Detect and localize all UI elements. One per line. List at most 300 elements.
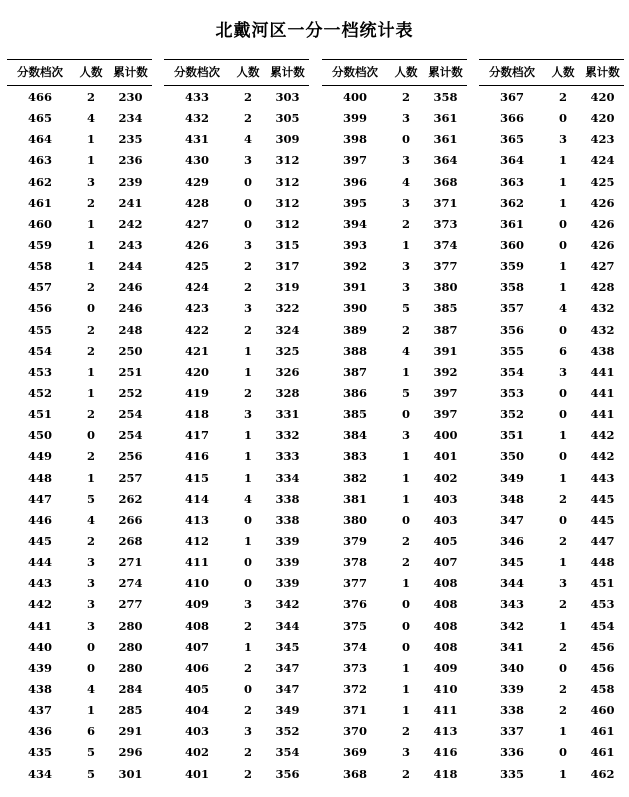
cumulative-cell: 266 [118,512,143,527]
count-cell: 1 [401,470,410,485]
count-cell: 3 [558,364,567,379]
table-row [164,235,309,256]
table-row [164,129,309,150]
count-cell: 1 [86,216,95,231]
table-row [164,298,309,319]
count-cell: 1 [243,470,252,485]
table-row [322,425,467,446]
table-row [164,108,309,129]
cumulative-cell: 413 [433,724,458,739]
score-cell: 438 [27,681,52,696]
table-row [322,404,467,425]
table-row [164,362,309,383]
table-row [322,594,467,615]
score-cell: 464 [27,132,52,147]
count-cell: 1 [401,681,410,696]
count-cell: 1 [401,449,410,464]
table-row [322,658,467,679]
table-row [322,214,467,235]
score-cell: 414 [184,491,209,506]
cumulative-cell: 368 [433,174,458,189]
score-cell: 368 [342,766,367,781]
table-row [7,87,152,108]
cumulative-cell: 268 [118,533,143,548]
table-row [322,298,467,319]
cumulative-cell: 445 [590,512,615,527]
table-row [164,510,309,531]
cumulative-cell: 271 [118,555,143,570]
score-cell: 364 [499,153,524,168]
score-cell: 424 [184,280,209,295]
score-cell: 397 [342,153,367,168]
cumulative-cell: 409 [433,660,458,675]
cumulative-cell: 374 [433,237,458,252]
count-cell: 3 [401,280,410,295]
table-row [322,129,467,150]
cumulative-cell: 246 [118,280,143,295]
cumulative-cell: 254 [118,428,143,443]
score-cell: 369 [342,745,367,760]
cumulative-cell: 428 [590,280,615,295]
cumulative-cell: 344 [275,618,300,633]
cumulative-cell: 373 [433,216,458,231]
count-cell: 0 [558,237,567,252]
cumulative-cell: 408 [433,597,458,612]
score-cell: 335 [499,766,524,781]
table-row [7,150,152,171]
cumulative-cell: 462 [590,766,615,781]
cumulative-cell: 420 [590,111,615,126]
count-cell: 3 [401,111,410,126]
table-row [7,298,152,319]
count-cell: 1 [86,364,95,379]
score-cell: 381 [342,491,367,506]
table-row [7,446,152,467]
cumulative-cell: 285 [118,703,143,718]
table-row [7,679,152,700]
count-cell: 0 [86,639,95,654]
score-cell: 400 [342,90,367,104]
count-cell: 0 [86,428,95,443]
cumulative-cell: 453 [590,597,615,612]
table-row [322,616,467,637]
score-cell: 340 [499,660,524,675]
count-cell: 3 [401,195,410,210]
count-cell: 1 [86,470,95,485]
cumulative-cell: 397 [433,407,458,422]
cumulative-cell: 305 [275,111,300,126]
score-cell: 425 [184,259,209,274]
count-cell: 3 [243,407,252,422]
count-cell: 3 [243,153,252,168]
cumulative-cell: 338 [275,512,300,527]
score-cell: 462 [27,174,52,189]
count-cell: 0 [401,597,410,612]
header-score: 分数档次 [332,65,378,79]
cumulative-cell: 423 [590,132,615,147]
table-row [479,214,624,235]
count-cell: 0 [558,407,567,422]
cumulative-cell: 309 [275,132,300,147]
count-cell: 1 [558,428,567,443]
table-row [322,277,467,298]
table-block-4 [479,58,624,796]
count-cell: 0 [243,216,252,231]
count-cell: 0 [558,449,567,464]
cumulative-cell: 407 [433,555,458,570]
cumulative-cell: 448 [590,555,615,570]
cumulative-cell: 426 [590,216,615,231]
cumulative-cell: 254 [118,407,143,422]
score-cell: 430 [184,153,209,168]
table-row [322,87,467,108]
score-cell: 409 [184,597,209,612]
cumulative-cell: 339 [275,555,300,570]
table-row [479,616,624,637]
cumulative-cell: 280 [118,660,143,675]
score-cell: 408 [184,618,209,633]
count-cell: 1 [558,259,567,274]
table-row [164,341,309,362]
count-cell: 1 [401,576,410,591]
table-body [7,87,152,785]
score-cell: 348 [499,491,524,506]
count-cell: 0 [401,132,410,147]
score-cell: 344 [499,576,524,591]
count-cell: 0 [243,512,252,527]
cumulative-cell: 461 [590,745,615,760]
cumulative-cell: 250 [118,343,143,358]
count-cell: 1 [86,259,95,274]
table-row [479,700,624,721]
cumulative-cell: 303 [275,90,300,104]
cumulative-cell: 326 [275,364,300,379]
count-cell: 3 [558,576,567,591]
score-cell: 448 [27,470,52,485]
table-row [7,510,152,531]
count-cell: 1 [401,491,410,506]
count-cell: 2 [86,407,95,422]
table-row [479,446,624,467]
cumulative-cell: 361 [433,132,458,147]
score-cell: 426 [184,237,209,252]
table-row [164,489,309,510]
cumulative-cell: 385 [433,301,458,316]
score-cell: 422 [184,322,209,337]
cumulative-cell: 296 [118,745,143,760]
cumulative-cell: 442 [590,449,615,464]
score-cell: 461 [27,195,52,210]
score-cell: 338 [499,703,524,718]
table-row [322,468,467,489]
count-cell: 0 [401,407,410,422]
cumulative-cell: 312 [275,153,300,168]
table-row [7,277,152,298]
table-row [322,383,467,404]
table-row [479,468,624,489]
score-cell: 341 [499,639,524,654]
score-cell: 411 [184,555,209,570]
table-row [164,742,309,763]
count-cell: 0 [558,385,567,400]
table-row [479,425,624,446]
score-cell: 445 [27,533,52,548]
table-row [7,552,152,573]
score-cell: 396 [342,174,367,189]
count-cell: 1 [401,237,410,252]
score-cell: 386 [342,385,367,400]
score-cell: 347 [499,512,524,527]
score-cell: 449 [27,449,52,464]
cumulative-cell: 328 [275,385,300,400]
score-cell: 456 [27,301,52,316]
score-cell: 382 [342,470,367,485]
table-row [322,637,467,658]
score-cell: 435 [27,745,52,760]
cumulative-cell: 364 [433,153,458,168]
table-row [322,256,467,277]
score-cell: 466 [27,90,52,104]
table-row [479,341,624,362]
table-row [479,383,624,404]
table-row [7,129,152,150]
score-cell: 433 [184,90,209,104]
score-cell: 373 [342,660,367,675]
table-row [479,277,624,298]
header-rule [322,85,467,86]
count-cell: 2 [243,703,252,718]
count-cell: 0 [558,216,567,231]
table-row [479,108,624,129]
score-cell: 447 [27,491,52,506]
header-rule [479,85,624,86]
cumulative-cell: 291 [118,724,143,739]
cumulative-cell: 460 [590,703,615,718]
score-cell: 359 [499,259,524,274]
table-row [164,256,309,277]
cumulative-cell: 418 [433,766,458,781]
table-row [322,700,467,721]
score-cell: 413 [184,512,209,527]
count-cell: 2 [243,111,252,126]
table-row [322,489,467,510]
cumulative-cell: 438 [590,343,615,358]
table-row [7,531,152,552]
cumulative-cell: 333 [275,449,300,464]
score-cell: 407 [184,639,209,654]
count-cell: 5 [86,745,95,760]
count-cell: 1 [86,385,95,400]
cumulative-cell: 257 [118,470,143,485]
count-cell: 2 [86,533,95,548]
count-cell: 3 [243,724,252,739]
count-cell: 3 [401,259,410,274]
score-cell: 416 [184,449,209,464]
score-cell: 346 [499,533,524,548]
table-row [164,679,309,700]
count-cell: 2 [243,280,252,295]
cumulative-cell: 420 [590,90,615,104]
cumulative-cell: 401 [433,449,458,464]
score-cell: 356 [499,322,524,337]
score-cell: 455 [27,322,52,337]
score-cell: 436 [27,724,52,739]
score-cell: 434 [27,766,52,781]
count-cell: 5 [401,385,410,400]
count-cell: 3 [86,555,95,570]
cumulative-cell: 408 [433,576,458,591]
table-row [164,573,309,594]
header-count: 人数 [236,65,260,79]
table-row [164,552,309,573]
count-cell: 0 [558,660,567,675]
table-row [479,679,624,700]
table-row [164,594,309,615]
count-cell: 2 [243,766,252,781]
score-cell: 401 [184,766,209,781]
score-cell: 352 [499,407,524,422]
score-cell: 372 [342,681,367,696]
table-body [322,87,467,785]
table-row [322,764,467,785]
cumulative-cell: 391 [433,343,458,358]
cumulative-cell: 301 [118,766,143,781]
count-cell: 3 [86,618,95,633]
score-cell: 420 [184,364,209,379]
count-cell: 1 [243,428,252,443]
score-cell: 363 [499,174,524,189]
score-cell: 450 [27,428,52,443]
count-cell: 4 [243,491,252,506]
score-cell: 393 [342,237,367,252]
table-row [479,235,624,256]
table-row [7,214,152,235]
table-row [322,172,467,193]
score-cell: 392 [342,259,367,274]
count-cell: 0 [86,660,95,675]
cumulative-cell: 356 [275,766,300,781]
table-row [164,193,309,214]
table-row [164,425,309,446]
count-cell: 3 [86,174,95,189]
count-cell: 2 [558,681,567,696]
count-cell: 0 [243,174,252,189]
table-row [7,320,152,341]
table-row [164,150,309,171]
cumulative-cell: 324 [275,322,300,337]
count-cell: 2 [401,766,410,781]
score-cell: 465 [27,111,52,126]
cumulative-cell: 236 [118,153,143,168]
count-cell: 1 [558,174,567,189]
top-rule [7,59,152,60]
table-row [479,193,624,214]
count-cell: 2 [558,703,567,718]
count-cell: 2 [243,90,252,104]
table-row [7,108,152,129]
score-cell: 405 [184,681,209,696]
score-cell: 342 [499,618,524,633]
score-cell: 391 [342,280,367,295]
score-cell: 395 [342,195,367,210]
cumulative-cell: 461 [590,724,615,739]
count-cell: 4 [558,301,567,316]
score-cell: 376 [342,597,367,612]
cumulative-cell: 312 [275,195,300,210]
cumulative-cell: 408 [433,639,458,654]
score-cell: 339 [499,681,524,696]
score-cell: 351 [499,428,524,443]
score-cell: 336 [499,745,524,760]
count-cell: 2 [243,618,252,633]
score-cell: 388 [342,343,367,358]
count-cell: 5 [86,766,95,781]
score-cell: 441 [27,618,52,633]
cumulative-cell: 400 [433,428,458,443]
cumulative-cell: 312 [275,216,300,231]
table-row [7,256,152,277]
cumulative-cell: 317 [275,259,300,274]
count-cell: 2 [86,90,95,104]
cumulative-cell: 441 [590,407,615,422]
top-rule [479,59,624,60]
score-cell: 358 [499,280,524,295]
count-cell: 5 [401,301,410,316]
score-cell: 428 [184,195,209,210]
score-cell: 375 [342,618,367,633]
table-row [479,172,624,193]
count-cell: 3 [243,301,252,316]
count-cell: 1 [558,153,567,168]
cumulative-cell: 262 [118,491,143,506]
table-row [479,87,624,108]
score-cell: 365 [499,132,524,147]
cumulative-cell: 312 [275,174,300,189]
cumulative-cell: 235 [118,132,143,147]
table-row [7,404,152,425]
cumulative-cell: 456 [590,639,615,654]
table-row [322,235,467,256]
score-cell: 419 [184,385,209,400]
score-cell: 354 [499,364,524,379]
score-cell: 404 [184,703,209,718]
score-cell: 402 [184,745,209,760]
table-row [322,362,467,383]
count-cell: 5 [86,491,95,506]
score-cell: 444 [27,555,52,570]
score-cell: 384 [342,428,367,443]
cumulative-cell: 387 [433,322,458,337]
cumulative-cell: 371 [433,195,458,210]
table-row [164,172,309,193]
score-cell: 355 [499,343,524,358]
table-row [479,510,624,531]
count-cell: 1 [558,470,567,485]
cumulative-cell: 339 [275,533,300,548]
cumulative-cell: 256 [118,449,143,464]
table-row [479,552,624,573]
score-cell: 406 [184,660,209,675]
count-cell: 2 [401,90,410,104]
cumulative-cell: 248 [118,322,143,337]
cumulative-cell: 325 [275,343,300,358]
table-row [164,658,309,679]
count-cell: 2 [86,322,95,337]
count-cell: 4 [243,132,252,147]
score-cell: 443 [27,576,52,591]
table-row [164,721,309,742]
table-row [7,658,152,679]
